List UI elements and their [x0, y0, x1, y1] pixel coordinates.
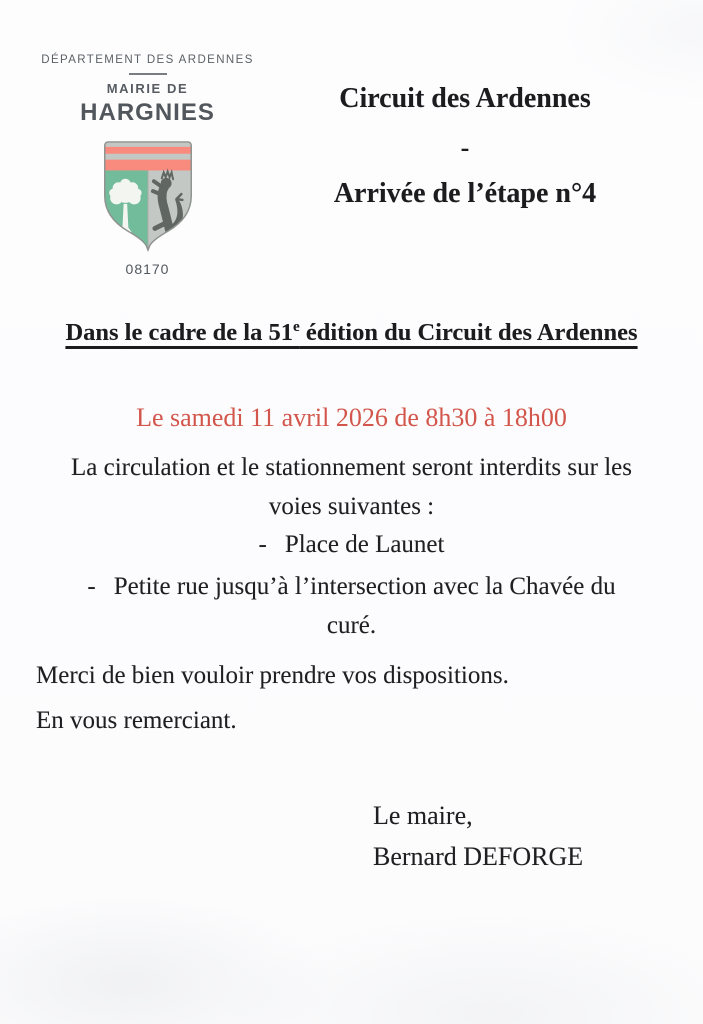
postal-code: 08170: [125, 261, 170, 277]
item-dash: -: [87, 573, 96, 600]
road-item: [20, 567, 683, 645]
signer-role: Le maire,: [373, 801, 473, 830]
document-title: [255, 84, 675, 210]
heading-pre: Dans le cadre de la 51: [65, 319, 293, 346]
section-heading: [0, 319, 703, 347]
intro-line: La circulation et le stationnement seront interdits sur les: [71, 454, 632, 481]
header-divider: [129, 73, 167, 75]
item-text: Place de Launet: [284, 531, 445, 558]
heading-post: édition du Circuit des Ardennes: [299, 319, 638, 346]
closing-sentence: En vous remerciant.: [36, 707, 237, 734]
signer-name: Bernard DEFORGE: [373, 842, 584, 871]
letterhead: [30, 54, 265, 277]
item-text-continued: curé.: [326, 612, 377, 639]
mairie-label: MAIRIE DE: [106, 81, 189, 96]
commune-name: HARGNIES: [80, 99, 215, 126]
item-dash: -: [258, 531, 267, 558]
closing-sentence: Merci de bien vouloir prendre vos dispositions.: [36, 662, 509, 689]
coat-of-arms-icon: [96, 139, 200, 253]
item-text: Petite rue jusqu’à l’intersection avec la Chavée du: [113, 573, 616, 600]
department-label: DÉPARTEMENT DES ARDENNES: [41, 54, 254, 66]
heading-superscript: e: [292, 317, 300, 335]
road-item: [20, 525, 683, 564]
title-separator: -: [460, 132, 470, 162]
date-line: Le samedi 11 avril 2026 de 8h30 à 18h00: [136, 403, 567, 432]
title-line-1: Circuit des Ardennes: [339, 83, 591, 114]
intro-paragraph: [20, 448, 683, 526]
signature-block: [373, 795, 583, 877]
title-line-2: Arrivée de l’étape n°4: [333, 177, 597, 209]
intro-line: voies suivantes :: [268, 493, 435, 520]
